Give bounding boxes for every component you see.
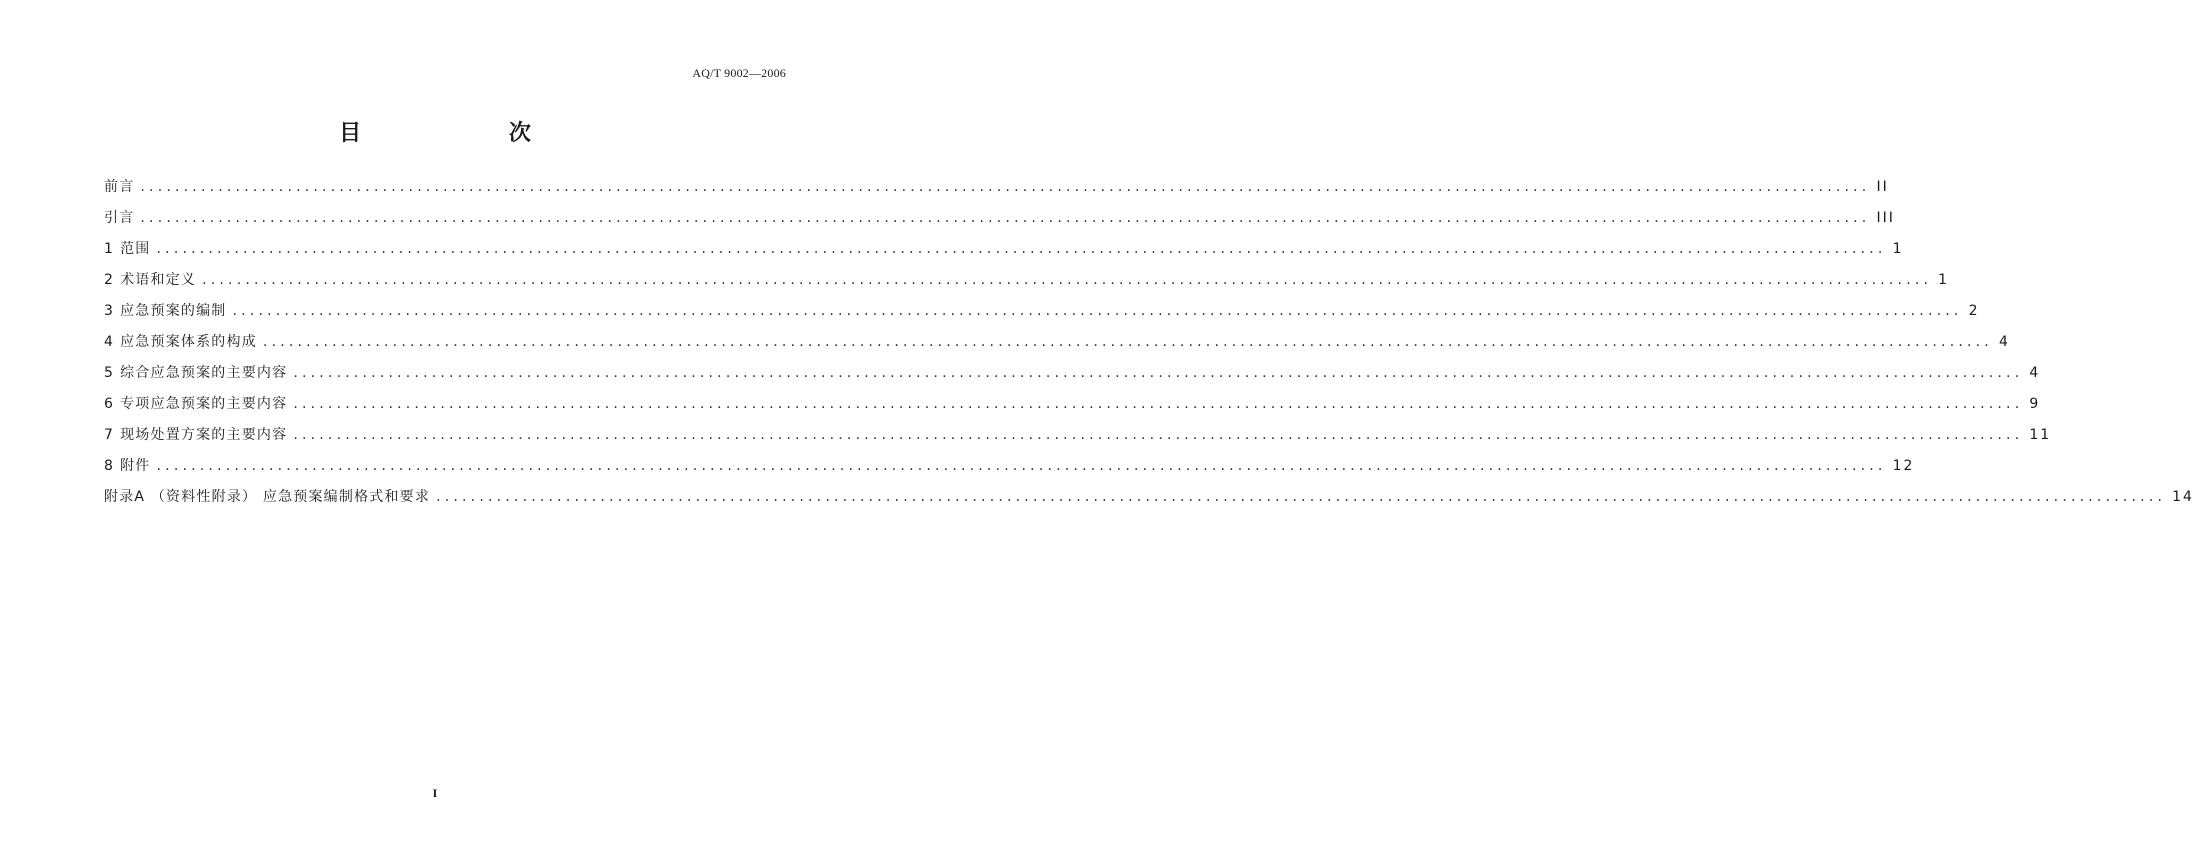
toc-entry-page: 14	[2172, 489, 2194, 505]
toc-entry-page: 1	[1938, 272, 1950, 288]
toc-entry-number: 1	[104, 241, 115, 257]
toc-leader-dots: ........................................................................................................................................................................................................	[156, 241, 1887, 257]
toc-entry-7[interactable]	[104, 423, 2052, 454]
toc-entry-5[interactable]	[104, 361, 2041, 392]
toc-entry-label: 应急预案体系的构成	[120, 334, 257, 350]
toc-entry-label: 专项应急预案的主要内容	[120, 396, 288, 412]
toc-entry-appendix-a[interactable]	[104, 485, 2194, 516]
toc-entry-2[interactable]	[104, 268, 1950, 299]
toc-entry-page: 2	[1968, 303, 1980, 319]
toc-leader-dots: ........................................................................................................................................................................................................	[436, 489, 2167, 505]
toc-entry-page: 4	[1998, 334, 2010, 350]
toc-leader-dots: ........................................................................................................................................................................................................	[232, 303, 1963, 319]
toc-leader-dots: ........................................................................................................................................................................................................	[140, 179, 1871, 195]
toc-entry-page: 11	[2029, 427, 2052, 443]
toc-entry-page: III	[1876, 210, 1895, 226]
toc-entry-number: 6	[104, 396, 115, 412]
toc-leader-dots: ........................................................................................................................................................................................................	[293, 396, 2024, 412]
toc-entry-label: 现场处置方案的主要内容	[120, 427, 288, 443]
toc-entry-label: 综合应急预案的主要内容	[120, 365, 288, 381]
toc-entry-label: 应急预案的编制	[120, 303, 227, 319]
toc-entry-page: II	[1876, 179, 1889, 195]
toc-entry-page: 1	[1892, 241, 1904, 257]
toc-entry-number: 7	[104, 427, 115, 443]
toc-entry-foreword[interactable]	[104, 175, 1889, 206]
toc-entry-label: 引言	[104, 210, 135, 226]
toc-entry-6[interactable]	[104, 392, 2041, 423]
toc-entry-page: 4	[2029, 365, 2041, 381]
toc-entry-label: 附录A （资料性附录） 应急预案编制格式和要求	[104, 489, 431, 505]
toc-entry-label: 范围	[120, 241, 151, 257]
page-number: I	[432, 786, 438, 800]
toc-entry-number: 5	[104, 365, 115, 381]
toc-leader-dots: ........................................................................................................................................................................................................	[293, 365, 2024, 381]
toc-entry-label: 前言	[104, 179, 135, 195]
toc-leader-dots: ........................................................................................................................................................................................................	[293, 427, 2024, 443]
toc-entry-4[interactable]	[104, 330, 2010, 361]
toc-entry-8[interactable]	[104, 454, 1915, 485]
toc-entry-introduction[interactable]	[104, 206, 1895, 237]
toc-entry-page: 9	[2029, 396, 2041, 412]
toc-entry-label: 附件	[120, 458, 151, 474]
toc-leader-dots: ........................................................................................................................................................................................................	[262, 334, 1993, 350]
toc-entry-3[interactable]	[104, 299, 1980, 330]
toc-entry-1[interactable]	[104, 237, 1904, 268]
toc-entry-number: 4	[104, 334, 115, 350]
page-title: 目 次	[339, 121, 601, 146]
toc-leader-dots: ........................................................................................................................................................................................................	[156, 458, 1887, 474]
toc-leader-dots: ........................................................................................................................................................................................................	[140, 210, 1871, 226]
toc-entry-number: 8	[104, 458, 115, 474]
toc-entry-page: 12	[1892, 458, 1915, 474]
toc-entry-number: 3	[104, 303, 115, 319]
table-of-contents	[104, 175, 2194, 516]
toc-entry-label: 术语和定义	[120, 272, 197, 288]
toc-entry-number: 2	[104, 272, 115, 288]
toc-leader-dots: ........................................................................................................................................................................................................	[202, 272, 1933, 288]
standard-code: AQ/T 9002—2006	[692, 66, 786, 80]
